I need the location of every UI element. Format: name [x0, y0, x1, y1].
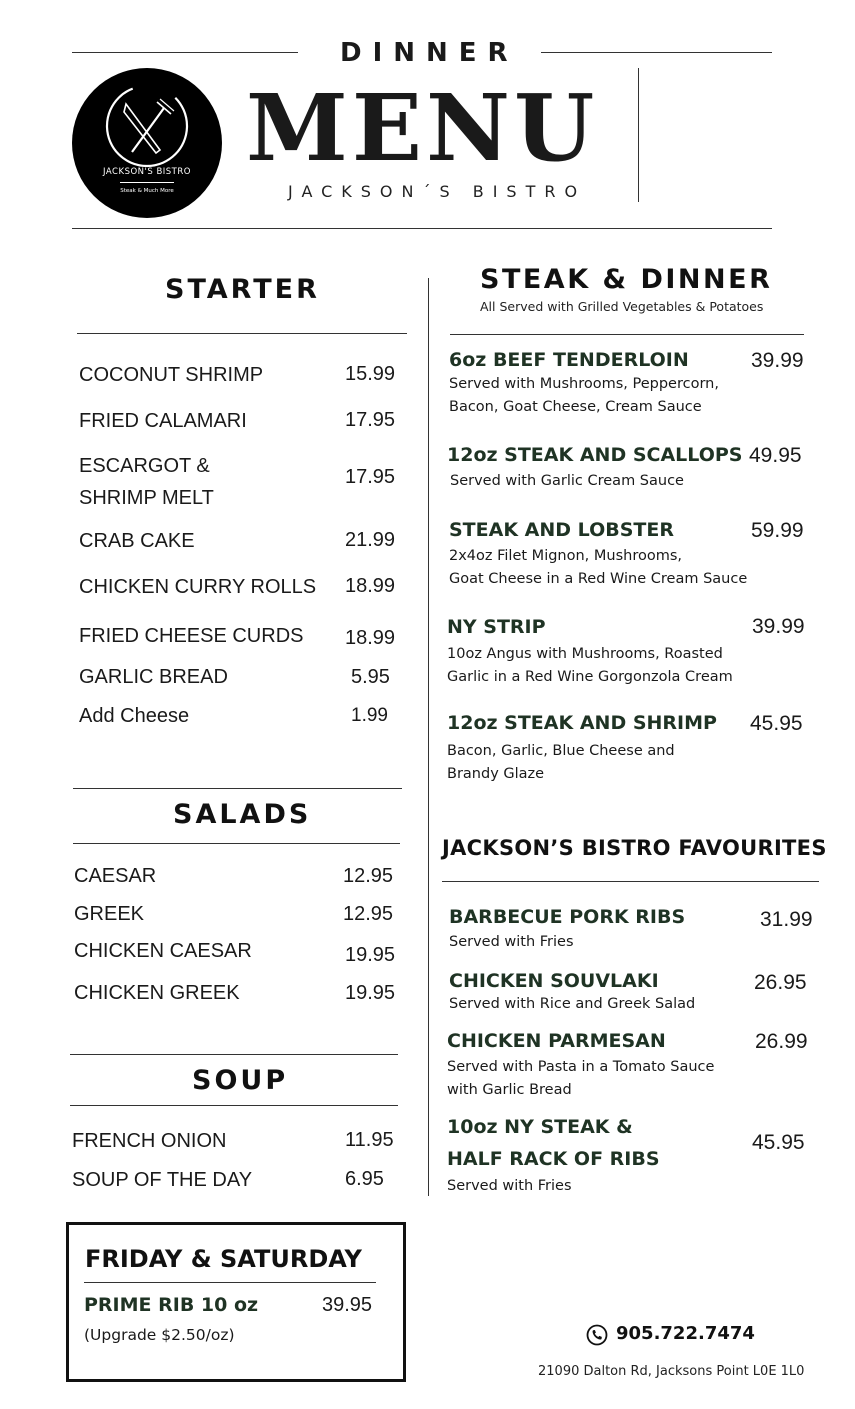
- salads-title: SALADS: [173, 799, 312, 830]
- special-dish-price: 39.95: [322, 1294, 373, 1316]
- dish-price: 45.95: [752, 1131, 805, 1154]
- list-item-price: 18.99: [345, 627, 396, 649]
- dish-name: 10oz NY STEAK &: [447, 1116, 633, 1138]
- special-dish-name: PRIME RIB 10 oz: [84, 1294, 259, 1316]
- dish-name: HALF RACK OF RIBS: [447, 1148, 660, 1170]
- list-item-price: 11.95: [345, 1129, 394, 1151]
- dish-desc: 10oz Angus with Mushrooms, Roasted: [447, 646, 723, 662]
- special-rule: [84, 1282, 376, 1283]
- list-item-price: 5.95: [351, 666, 390, 688]
- list-item-price: 19.95: [345, 982, 396, 1004]
- list-item-name: FRIED CALAMARI: [79, 410, 247, 432]
- phone-number: 905.722.7474: [616, 1323, 755, 1344]
- header-bottom-rule: [72, 228, 772, 229]
- list-item-name: COCONUT SHRIMP: [79, 364, 264, 386]
- list-item-price: 18.99: [345, 575, 396, 597]
- dish-price: 59.99: [751, 519, 804, 542]
- dish-desc: with Garlic Bread: [447, 1082, 572, 1098]
- starter-rule: [77, 333, 407, 334]
- dish-price: 26.99: [755, 1030, 808, 1053]
- dish-desc: Served with Garlic Cream Sauce: [450, 473, 684, 489]
- header-vertical-rule: [638, 68, 639, 202]
- dish-name: CHICKEN PARMESAN: [447, 1030, 666, 1052]
- dish-name: NY STRIP: [447, 616, 546, 638]
- favourites-rule: [442, 881, 819, 882]
- dish-price: 39.99: [751, 349, 804, 372]
- steak-rule: [450, 334, 804, 335]
- dish-desc: Bacon, Goat Cheese, Cream Sauce: [449, 399, 702, 415]
- logo-name: JACKSON'S BISTRO: [103, 167, 191, 177]
- bistro-logo: [72, 68, 222, 218]
- logo-tagline: Steak & Much More: [120, 188, 174, 194]
- list-item-price: 17.95: [345, 409, 396, 431]
- dish-desc: Served with Fries: [447, 1178, 572, 1194]
- dinner-heading: DINNER: [340, 38, 519, 68]
- list-item-name: CAESAR: [74, 865, 157, 887]
- list-item-price: 12.95: [343, 903, 394, 925]
- address: 21090 Dalton Rd, Jacksons Point L0E 1L0: [538, 1364, 805, 1379]
- dish-name: 6oz BEEF TENDERLOIN: [449, 349, 689, 371]
- favourites-title: JACKSON’S BISTRO FAVOURITES: [442, 836, 827, 860]
- phone-icon: [586, 1324, 608, 1346]
- dish-name: 12oz STEAK AND SHRIMP: [447, 712, 717, 734]
- dish-desc: 2x4oz Filet Mignon, Mushrooms,: [449, 548, 683, 564]
- list-item-name: SOUP OF THE DAY: [72, 1169, 253, 1191]
- list-item-name: CHICKEN CAESAR: [74, 940, 252, 962]
- dish-desc: Bacon, Garlic, Blue Cheese and: [447, 743, 675, 759]
- list-item-name: CHICKEN GREEK: [74, 982, 240, 1004]
- list-item-price: 19.95: [345, 944, 396, 966]
- list-item-name: GREEK: [74, 903, 145, 925]
- list-item-price: 12.95: [343, 865, 394, 887]
- dish-name: CHICKEN SOUVLAKI: [449, 970, 659, 992]
- list-item-price: 21.99: [345, 529, 396, 551]
- steak-title: STEAK & DINNER: [480, 264, 773, 295]
- list-item-name: CHICKEN CURRY ROLLS: [79, 576, 317, 598]
- dish-desc: Garlic in a Red Wine Gorgonzola Cream: [447, 669, 733, 685]
- list-item-name: Add Cheese: [79, 705, 190, 727]
- soup-rule-top: [70, 1054, 398, 1055]
- special-note: (Upgrade $2.50/oz): [84, 1326, 235, 1344]
- dish-price: 49.95: [749, 444, 802, 467]
- list-item-price: 17.95: [345, 466, 396, 488]
- column-divider: [428, 278, 429, 1196]
- dish-desc: Served with Pasta in a Tomato Sauce: [447, 1059, 715, 1075]
- fork-knife-icon: [72, 68, 222, 218]
- starter-title: STARTER: [165, 274, 320, 305]
- logo-divider: [120, 182, 174, 183]
- dish-desc: Served with Fries: [449, 934, 574, 950]
- steak-subtitle: All Served with Grilled Vegetables & Potatoes: [480, 299, 764, 314]
- dish-desc: Goat Cheese in a Red Wine Cream Sauce: [449, 571, 748, 587]
- list-item-name: ESCARGOT &: [79, 455, 210, 477]
- dish-price: 31.99: [760, 908, 813, 931]
- bistro-heading: JACKSON´S BISTRO: [288, 182, 587, 201]
- dish-price: 45.95: [750, 712, 803, 735]
- soup-title: SOUP: [192, 1065, 289, 1096]
- dish-name: STEAK AND LOBSTER: [449, 519, 674, 541]
- menu-heading: MENU: [246, 74, 599, 182]
- list-item-price: 1.99: [351, 705, 388, 726]
- list-item-name: FRIED CHEESE CURDS: [79, 625, 304, 647]
- dish-price: 26.95: [754, 971, 807, 994]
- list-item-price: 6.95: [345, 1168, 384, 1190]
- list-item-name: CRAB CAKE: [79, 530, 195, 552]
- list-item-name: FRENCH ONION: [72, 1130, 227, 1152]
- dish-desc: Brandy Glaze: [447, 766, 545, 782]
- dish-price: 39.99: [752, 615, 805, 638]
- dish-name: BARBECUE PORK RIBS: [449, 906, 686, 928]
- dish-name: 12oz STEAK AND SCALLOPS: [447, 444, 743, 466]
- special-title: FRIDAY & SATURDAY: [85, 1245, 362, 1273]
- list-item-name: SHRIMP MELT: [79, 487, 214, 509]
- dish-desc: Served with Mushrooms, Peppercorn,: [449, 376, 719, 392]
- salads-rule-bottom: [73, 843, 400, 844]
- dish-desc: Served with Rice and Greek Salad: [449, 996, 696, 1012]
- list-item-name: GARLIC BREAD: [79, 666, 228, 688]
- header-rule-right: [541, 52, 772, 53]
- salads-rule-top: [73, 788, 402, 789]
- list-item-price: 15.99: [345, 363, 396, 385]
- header-rule-left: [72, 52, 298, 53]
- soup-rule-bottom: [70, 1105, 398, 1106]
